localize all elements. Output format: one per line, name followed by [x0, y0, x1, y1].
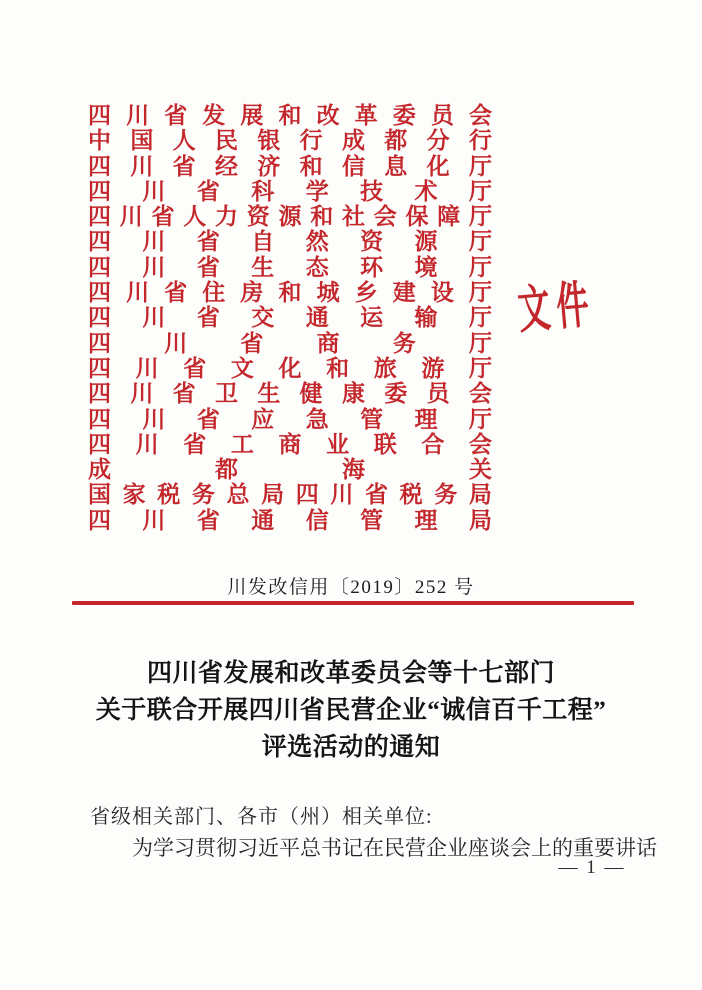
- agency-char: 术: [414, 178, 438, 204]
- agency-char: 四: [88, 381, 111, 407]
- agency-char: 和: [326, 355, 350, 381]
- agency-char: 中: [88, 128, 111, 154]
- agency-char: 成: [341, 128, 365, 154]
- agency-char: 信: [305, 507, 329, 533]
- agency-char: 省: [240, 330, 264, 356]
- agency-char: 源: [414, 229, 438, 255]
- agency-char: 委: [384, 381, 408, 407]
- agency-line: [88, 280, 492, 305]
- agency-char: 健: [299, 381, 323, 407]
- agency-char: 四: [88, 103, 111, 128]
- agency-line: [88, 128, 492, 153]
- agency-char: 四: [88, 229, 111, 255]
- agency-char: 四: [88, 431, 111, 457]
- agency-char: 厅: [468, 153, 492, 179]
- agency-char: 川: [130, 381, 154, 407]
- agency-char: 四: [88, 178, 111, 204]
- agency-char: 康: [341, 381, 365, 407]
- agency-char: 员: [430, 103, 454, 128]
- agency-char: 四: [88, 355, 111, 381]
- agency-char: 省: [196, 406, 220, 432]
- agency-char: 省: [196, 305, 220, 331]
- agency-char: 急: [305, 406, 329, 432]
- agency-char: 都: [215, 457, 238, 483]
- agency-char: 游: [421, 355, 445, 381]
- agency-char: 厅: [468, 229, 492, 255]
- agency-char: 商: [316, 330, 340, 356]
- agency-char: 会: [468, 103, 492, 128]
- agency-char: 省: [164, 280, 188, 306]
- agency-line: [88, 204, 492, 229]
- agency-char: 省: [164, 103, 188, 128]
- agency-char: 源: [278, 204, 302, 230]
- agency-char: 川: [126, 280, 150, 306]
- agency-char: 设: [430, 280, 454, 306]
- agency-char: 会: [468, 381, 492, 407]
- agency-char: 国: [88, 482, 111, 508]
- agency-char: 四: [88, 406, 111, 432]
- agency-line: [88, 331, 492, 356]
- agency-char: 和: [278, 103, 302, 128]
- page-number: — 1 —: [558, 857, 626, 878]
- agency-char: 总: [226, 482, 250, 508]
- salutation-line: 省级相关部门、各市（州）相关单位:: [90, 806, 433, 828]
- agency-char: 厅: [469, 204, 492, 230]
- agency-char: 省: [196, 178, 220, 204]
- agency-char: 通: [305, 305, 329, 331]
- agency-char: 四: [88, 254, 111, 280]
- agency-char: 改: [316, 103, 340, 128]
- agency-char: 发: [202, 103, 226, 128]
- agency-char: 和: [310, 204, 334, 230]
- agency-char: 川: [142, 305, 166, 331]
- agency-char: 民: [214, 128, 238, 154]
- agency-char: 力: [215, 204, 238, 230]
- red-separator-line: [72, 601, 634, 605]
- agency-char: 乡: [354, 280, 378, 306]
- agency-char: 厅: [468, 178, 492, 204]
- agency-line: [88, 255, 492, 280]
- agency-char: 保: [405, 204, 429, 230]
- agency-char: 合: [421, 431, 445, 457]
- agency-char: 四: [88, 280, 111, 306]
- agency-char: 四: [88, 330, 111, 356]
- agency-char: 生: [257, 381, 281, 407]
- agency-char: 理: [414, 406, 438, 432]
- agency-char: 省: [196, 229, 220, 255]
- agency-char: 工: [230, 431, 254, 457]
- agency-char: 省: [365, 482, 388, 508]
- body-paragraph: 为学习贯彻习近平总书记在民营企业座谈会上的重要讲话: [132, 836, 657, 860]
- agency-line: [88, 179, 492, 204]
- agency-char: 人: [183, 204, 207, 230]
- agency-line: [88, 305, 492, 330]
- title-line-3: 评选活动的通知: [261, 734, 441, 761]
- agency-char: 省: [172, 381, 196, 407]
- agency-char: 四: [295, 482, 319, 508]
- agency-line: [88, 154, 492, 179]
- agency-char: 厅: [468, 254, 492, 280]
- agency-char: 态: [305, 254, 329, 280]
- agency-char: 理: [414, 507, 438, 533]
- agency-char: 银: [257, 128, 281, 154]
- agency-char: 会: [373, 204, 397, 230]
- agency-line: [88, 432, 492, 457]
- agency-char: 成: [88, 457, 111, 483]
- agency-char: 化: [426, 153, 450, 179]
- agency-char: 委: [392, 103, 416, 128]
- agency-char: 应: [251, 406, 275, 432]
- agency-char: 省: [196, 507, 220, 533]
- agency-char: 住: [202, 280, 226, 306]
- agency-char: 川: [135, 431, 159, 457]
- agency-char: 展: [240, 103, 264, 128]
- agency-char: 人: [172, 128, 196, 154]
- agency-char: 税: [399, 482, 423, 508]
- agency-char: 然: [305, 229, 329, 255]
- agency-char: 业: [326, 431, 350, 457]
- agency-char: 川: [142, 406, 166, 432]
- agency-char: 员: [426, 381, 450, 407]
- agency-char: 化: [278, 355, 302, 381]
- agency-char: 商: [278, 431, 302, 457]
- agency-char: 厅: [469, 355, 492, 381]
- agency-char: 厅: [468, 330, 492, 356]
- agency-char: 障: [437, 204, 461, 230]
- agency-char: 局: [468, 482, 492, 508]
- agency-char: 省: [183, 355, 207, 381]
- agency-char: 会: [469, 431, 492, 457]
- agency-char: 省: [196, 254, 220, 280]
- agency-char: 运: [360, 305, 384, 331]
- agency-char: 川: [126, 103, 150, 128]
- agency-char: 税: [157, 482, 181, 508]
- document-reference-number: 川发改信用〔2019〕252 号: [227, 577, 475, 598]
- agency-line: [88, 103, 492, 128]
- agency-line: [88, 407, 492, 432]
- agency-char: 技: [360, 178, 384, 204]
- agency-line: [88, 229, 492, 254]
- agency-char: 信: [341, 153, 365, 179]
- document-title: [40, 655, 662, 766]
- agency-char: 厅: [468, 305, 492, 331]
- agency-line: [88, 356, 492, 381]
- agency-char: 四: [88, 507, 111, 533]
- agency-char: 川: [119, 204, 143, 230]
- agency-char: 川: [164, 330, 188, 356]
- agency-char: 四: [88, 153, 111, 179]
- agency-char: 关: [469, 457, 492, 483]
- agency-char: 厅: [468, 280, 492, 306]
- agency-char: 自: [251, 229, 275, 255]
- agency-char: 管: [360, 406, 384, 432]
- agency-char: 局: [468, 507, 492, 533]
- agency-char: 交: [251, 305, 275, 331]
- title-line-1: 四川省发展和改革委员会等十七部门: [146, 660, 555, 687]
- agency-char: 科: [251, 178, 275, 204]
- agency-char: 建: [392, 280, 416, 306]
- agency-char: 息: [384, 153, 408, 179]
- agency-char: 通: [251, 507, 275, 533]
- agency-char: 资: [246, 204, 270, 230]
- agency-char: 省: [183, 431, 207, 457]
- agency-char: 务: [191, 482, 215, 508]
- agency-char: 川: [142, 254, 166, 280]
- agency-char: 房: [240, 280, 264, 306]
- agency-char: 革: [354, 103, 378, 128]
- agency-char: 省: [172, 153, 196, 179]
- agency-char: 川: [142, 178, 166, 204]
- agency-char: 行: [468, 128, 492, 154]
- agency-char: 管: [360, 507, 384, 533]
- agency-char: 四: [88, 204, 111, 230]
- agency-line: [88, 508, 492, 533]
- agency-line: [88, 482, 492, 507]
- agency-char: 文: [230, 355, 254, 381]
- agency-char: 资: [360, 229, 384, 255]
- agency-line: [88, 457, 492, 482]
- agency-line: [88, 381, 492, 406]
- agency-char: 川: [135, 355, 159, 381]
- agency-char: 联: [373, 431, 397, 457]
- title-line-2: 关于联合开展四川省民营企业“诚信百千工程”: [95, 697, 607, 724]
- agency-char: 旅: [373, 355, 397, 381]
- agency-char: 局: [261, 482, 285, 508]
- agency-char: 社: [342, 204, 365, 230]
- agency-char: 环: [360, 254, 384, 280]
- agency-char: 境: [414, 254, 438, 280]
- agency-char: 和: [299, 153, 323, 179]
- agency-char: 四: [88, 305, 111, 331]
- agency-char: 济: [257, 153, 281, 179]
- document-label-wenjian: 文件: [515, 277, 598, 340]
- agency-char: 川: [142, 229, 166, 255]
- agency-char: 厅: [468, 406, 492, 432]
- agency-char: 家: [122, 482, 146, 508]
- agency-char: 川: [330, 482, 354, 508]
- agency-char: 生: [251, 254, 275, 280]
- letterhead-agency-list: [88, 103, 492, 533]
- agency-char: 卫: [214, 381, 238, 407]
- agency-char: 和: [278, 280, 302, 306]
- agency-char: 输: [414, 305, 438, 331]
- agency-char: 城: [316, 280, 340, 306]
- agency-char: 川: [130, 153, 154, 179]
- agency-char: 务: [434, 482, 458, 508]
- agency-char: 分: [426, 128, 450, 154]
- agency-char: 川: [142, 507, 166, 533]
- agency-char: 行: [299, 128, 323, 154]
- agency-char: 海: [342, 457, 365, 483]
- agency-char: 国: [130, 128, 154, 154]
- agency-char: 经: [214, 153, 238, 179]
- agency-char: 学: [305, 178, 329, 204]
- agency-char: 省: [151, 204, 175, 230]
- agency-char: 都: [384, 128, 408, 154]
- agency-char: 务: [392, 330, 416, 356]
